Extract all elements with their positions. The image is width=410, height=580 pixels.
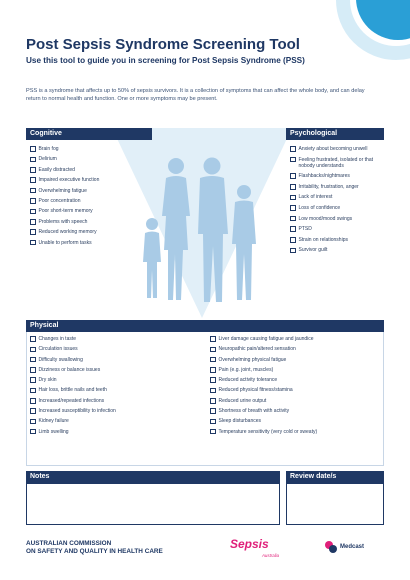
checklist-label: Increased/repeated infections bbox=[38, 397, 105, 404]
notes-field[interactable] bbox=[26, 483, 280, 525]
checklist-label: Lack of interest bbox=[298, 194, 333, 201]
checklist-label: Feeling frustrated, isolated or that nobody understands bbox=[298, 156, 373, 169]
physical-list-col2 bbox=[210, 336, 385, 439]
checklist-label: Strain on relationships bbox=[298, 236, 348, 243]
checklist-item[interactable] bbox=[30, 177, 150, 183]
checklist-item[interactable] bbox=[30, 336, 205, 342]
checkbox-icon[interactable] bbox=[290, 184, 296, 190]
checkbox-icon[interactable] bbox=[30, 388, 36, 394]
checklist-label: Dizziness or balance issues bbox=[38, 366, 101, 373]
checklist-label: Reduced physical fitness/stamina bbox=[218, 387, 293, 394]
checkbox-icon[interactable] bbox=[30, 347, 36, 353]
people-figures-icon bbox=[132, 150, 272, 310]
checklist-label: Overwhelming fatigue bbox=[38, 187, 87, 194]
checklist-label: Flashbacks/nightmares bbox=[298, 173, 350, 180]
checklist-item[interactable] bbox=[290, 226, 382, 232]
checkbox-icon[interactable] bbox=[210, 408, 216, 414]
checklist-item[interactable] bbox=[290, 157, 382, 169]
checklist-label: Reduced working memory bbox=[38, 229, 97, 236]
checkbox-icon[interactable] bbox=[290, 205, 296, 211]
checklist-item[interactable] bbox=[290, 173, 382, 179]
checklist-item[interactable] bbox=[210, 398, 385, 404]
checklist-item[interactable] bbox=[290, 247, 382, 253]
checklist-label: Reduced activity tolerance bbox=[218, 377, 278, 384]
checklist-item[interactable] bbox=[30, 408, 205, 414]
checklist-item[interactable] bbox=[210, 367, 385, 373]
page-subtitle: Use this tool to guide you in screening for Post Sepsis Syndrome (PSS) bbox=[26, 56, 305, 65]
checklist-label: Survivor guilt bbox=[298, 247, 328, 254]
checklist-item[interactable] bbox=[30, 156, 150, 162]
cognitive-header: Cognitive bbox=[26, 128, 152, 140]
review-dates-header: Review date/s bbox=[286, 471, 384, 483]
checklist-item[interactable] bbox=[30, 188, 150, 194]
checkbox-icon[interactable] bbox=[290, 195, 296, 201]
checklist-item[interactable] bbox=[210, 336, 385, 342]
checkbox-icon[interactable] bbox=[30, 429, 36, 435]
checklist-label: Problems with speech bbox=[38, 218, 88, 225]
checklist-label: Shortness of breath with activity bbox=[218, 408, 290, 415]
checkbox-icon[interactable] bbox=[290, 157, 296, 163]
checklist-label: Irritability, frustration, anger bbox=[298, 183, 359, 190]
checkbox-icon[interactable] bbox=[290, 237, 296, 243]
checklist-item[interactable] bbox=[30, 387, 205, 393]
checklist-label: Low mood/mood swings bbox=[298, 215, 353, 222]
notes-header: Notes bbox=[26, 471, 280, 483]
checkbox-icon[interactable] bbox=[30, 398, 36, 404]
checkbox-icon[interactable] bbox=[210, 347, 216, 353]
checkbox-icon[interactable] bbox=[30, 419, 36, 425]
checklist-item[interactable] bbox=[290, 194, 382, 200]
checklist-item[interactable] bbox=[290, 216, 382, 222]
physical-header: Physical bbox=[26, 320, 384, 332]
sepsis-australia-sub: Australia bbox=[262, 553, 280, 558]
checklist-item[interactable] bbox=[290, 146, 382, 152]
checklist-item[interactable] bbox=[30, 198, 150, 204]
checklist-item[interactable] bbox=[30, 167, 150, 173]
checklist-item[interactable] bbox=[30, 229, 150, 235]
checklist-label: Difficulty swallowing bbox=[38, 356, 83, 363]
checklist-item[interactable] bbox=[30, 240, 150, 246]
checklist-item[interactable] bbox=[30, 418, 205, 424]
checklist-label: Poor concentration bbox=[38, 197, 81, 204]
checklist-item[interactable] bbox=[30, 219, 150, 225]
checkbox-icon[interactable] bbox=[30, 229, 36, 235]
checkbox-icon[interactable] bbox=[290, 248, 296, 254]
checklist-label: Limb swelling bbox=[38, 428, 69, 435]
checklist-label: Easily distracted bbox=[38, 166, 75, 173]
acsqhc-logo bbox=[26, 540, 206, 556]
checklist-label: Anxiety about becoming unwell bbox=[298, 146, 368, 152]
checkbox-icon[interactable] bbox=[290, 146, 296, 152]
checklist-item[interactable] bbox=[290, 205, 382, 211]
checkbox-icon[interactable] bbox=[210, 357, 216, 363]
checkbox-icon[interactable] bbox=[30, 188, 36, 194]
checklist-item[interactable] bbox=[290, 237, 382, 243]
checklist-label: Temperature sensitivity (very cold or sweaty) bbox=[218, 428, 318, 435]
acsqhc-line1: AUSTRALIAN COMMISSION bbox=[26, 540, 112, 547]
checklist-item[interactable] bbox=[30, 377, 205, 383]
checkbox-icon[interactable] bbox=[30, 198, 36, 204]
psychological-list bbox=[290, 146, 382, 258]
checklist-label: Increased susceptibility to infection bbox=[38, 408, 116, 415]
checkbox-icon[interactable] bbox=[30, 367, 36, 373]
checklist-label: Circulation issues bbox=[38, 346, 78, 353]
checklist-item[interactable] bbox=[210, 429, 385, 435]
medcast-logo-icon bbox=[324, 540, 338, 554]
checklist-item[interactable] bbox=[210, 408, 385, 414]
checklist-label: Neuropathic pain/altered sensation bbox=[218, 346, 296, 353]
checklist-label: Loss of confidence bbox=[298, 204, 341, 211]
checkbox-icon[interactable] bbox=[210, 429, 216, 435]
checkbox-icon[interactable] bbox=[210, 367, 216, 373]
page-title: Post Sepsis Syndrome Screening Tool bbox=[26, 36, 300, 53]
checkbox-icon[interactable] bbox=[30, 167, 36, 173]
checkbox-icon[interactable] bbox=[30, 219, 36, 225]
checkbox-icon[interactable] bbox=[290, 173, 296, 179]
checklist-label: Dry skin bbox=[38, 377, 57, 384]
checklist-label: Changes in taste bbox=[38, 336, 77, 342]
checkbox-icon[interactable] bbox=[210, 388, 216, 394]
checklist-label: Pain (e.g. joint, muscles) bbox=[218, 366, 274, 373]
checklist-item[interactable] bbox=[30, 398, 205, 404]
checklist-label: Poor short-term memory bbox=[38, 208, 93, 215]
checklist-item[interactable] bbox=[210, 377, 385, 383]
checklist-label: Liver damage causing fatigue and jaundice bbox=[218, 336, 314, 342]
checklist-item[interactable] bbox=[290, 184, 382, 190]
checkbox-icon[interactable] bbox=[30, 336, 36, 342]
checkbox-icon[interactable] bbox=[30, 146, 36, 152]
checklist-item[interactable] bbox=[30, 208, 150, 214]
checklist-label: Brain fog bbox=[38, 146, 59, 152]
checkbox-icon[interactable] bbox=[290, 226, 296, 232]
checklist-label: Reduced urine output bbox=[218, 397, 267, 404]
checkbox-icon[interactable] bbox=[210, 336, 216, 342]
checklist-label: Impaired executive function bbox=[38, 177, 100, 184]
checklist-item[interactable] bbox=[30, 357, 205, 363]
medcast-label: Medcast bbox=[340, 544, 365, 550]
checklist-label: Kidney failure bbox=[38, 418, 69, 425]
checkbox-icon[interactable] bbox=[210, 419, 216, 425]
checkbox-icon[interactable] bbox=[30, 377, 36, 383]
checklist-item[interactable] bbox=[210, 418, 385, 424]
checklist-item[interactable] bbox=[210, 357, 385, 363]
checklist-item[interactable] bbox=[30, 146, 150, 152]
checklist-label: Hair loss, brittle nails and teeth bbox=[38, 387, 107, 394]
sepsis-australia-logo: Sepsis bbox=[230, 537, 269, 551]
checklist-item[interactable] bbox=[30, 346, 205, 352]
checklist-label: PTSD bbox=[298, 226, 312, 233]
checkbox-icon[interactable] bbox=[210, 377, 216, 383]
acsqhc-line2: ON SAFETY AND QUALITY IN HEALTH CARE bbox=[26, 548, 163, 555]
checkbox-icon[interactable] bbox=[30, 357, 36, 363]
checklist-label: Overwhelming physical fatigue bbox=[218, 356, 287, 363]
checklist-item[interactable] bbox=[30, 367, 205, 373]
intro-paragraph: PSS is a syndrome that affects up to 50% of sepsis survivors. It is a collection of symptoms that can affect the whole body, and can delay return to normal health and function. One or more symptoms may be present. bbox=[26, 88, 365, 103]
checkbox-icon[interactable] bbox=[30, 240, 36, 246]
physical-list-col1 bbox=[30, 336, 205, 439]
checklist-label: Delirium bbox=[38, 156, 57, 163]
checklist-item[interactable] bbox=[210, 346, 385, 352]
checkbox-icon[interactable] bbox=[30, 177, 36, 183]
checklist-label: Unable to perform tasks bbox=[38, 239, 92, 246]
review-dates-field[interactable] bbox=[286, 483, 384, 525]
checkbox-icon[interactable] bbox=[30, 408, 36, 414]
checkbox-icon[interactable] bbox=[290, 216, 296, 222]
psychological-header: Psychological bbox=[286, 128, 384, 140]
checklist-label: Sleep disturbances bbox=[218, 418, 262, 425]
checkbox-icon[interactable] bbox=[30, 157, 36, 163]
checkbox-icon[interactable] bbox=[210, 398, 216, 404]
checklist-item[interactable] bbox=[30, 429, 205, 435]
cognitive-list bbox=[30, 146, 150, 250]
checkbox-icon[interactable] bbox=[30, 209, 36, 215]
checklist-item[interactable] bbox=[210, 387, 385, 393]
